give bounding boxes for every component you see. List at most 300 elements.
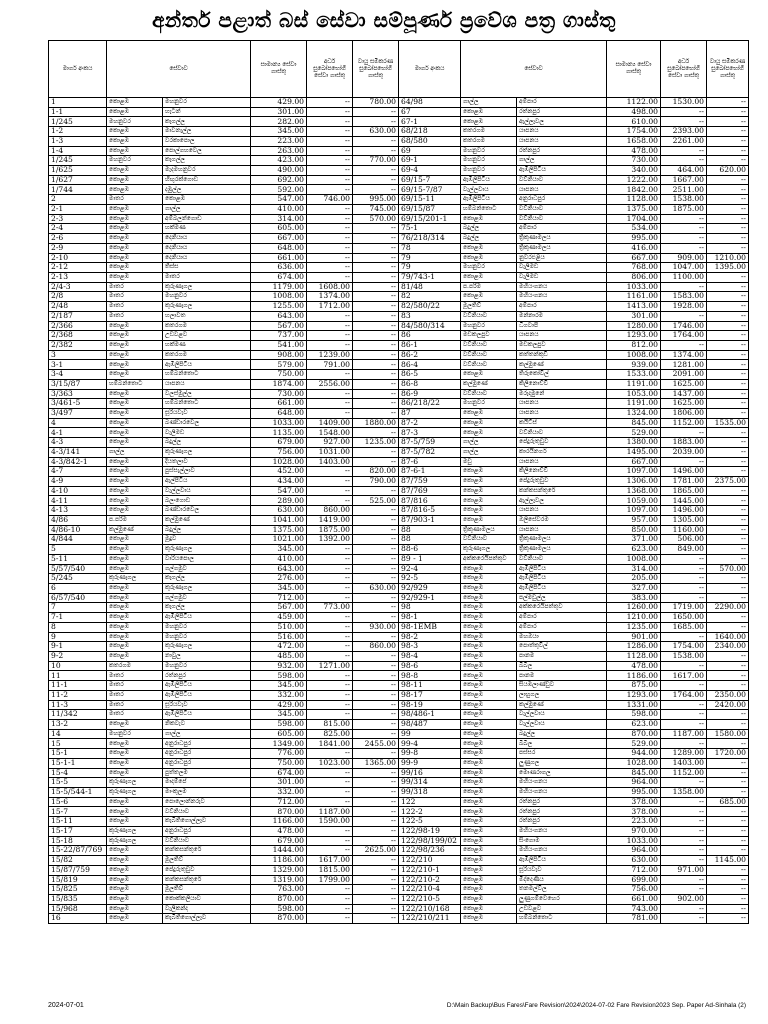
semi-luxury-fare-cell: -- <box>661 340 707 350</box>
normal-fare-cell: 756.00 <box>607 885 661 895</box>
ac-luxury-fare-cell: -- <box>707 321 749 331</box>
semi-luxury-fare-cell: 2039.00 <box>661 447 707 457</box>
semi-luxury-fare-cell: 1403.00 <box>661 758 707 768</box>
destination-cell: කුරුණෑගල <box>163 583 251 593</box>
route-no-cell: 122/210-1 <box>399 865 461 875</box>
table-row <box>49 263 399 273</box>
normal-fare-cell: 964.00 <box>607 846 661 856</box>
origin-cell: කොළඹ <box>461 826 517 836</box>
route-no-cell: 4/86-10 <box>49 525 107 535</box>
semi-luxury-fare-cell: -- <box>307 234 353 244</box>
route-no-cell: 122 <box>399 797 461 807</box>
ac-luxury-fare-cell: 2625.00 <box>353 846 399 856</box>
normal-fare-cell: 1008.00 <box>251 292 307 302</box>
ac-luxury-fare-cell: -- <box>353 700 399 710</box>
semi-luxury-fare-cell: 2261.00 <box>661 136 707 146</box>
normal-fare-cell: 1008.00 <box>607 350 661 360</box>
destination-cell: කැබිතිගොල්ලෑව <box>163 817 251 827</box>
ac-luxury-fare-cell: -- <box>707 311 749 321</box>
ac-luxury-fare-cell: 1640.00 <box>707 632 749 642</box>
normal-fare-cell: 1191.00 <box>607 379 661 389</box>
route-no-cell: 2/48 <box>49 302 107 312</box>
table-row <box>49 234 399 244</box>
origin-cell: මාතර <box>107 700 163 710</box>
route-no-cell: 4-3/141 <box>49 447 107 457</box>
route-no-cell: 87-5/782 <box>399 447 461 457</box>
semi-luxury-fare-cell: -- <box>307 477 353 487</box>
table-row <box>49 807 399 817</box>
destination-cell: සූරියවැව <box>163 700 251 710</box>
table-row <box>49 778 399 788</box>
table-row <box>49 409 399 419</box>
normal-fare-cell: 1186.00 <box>251 856 307 866</box>
semi-luxury-fare-cell: -- <box>661 554 707 564</box>
ac-luxury-fare-cell: -- <box>707 447 749 457</box>
table-row <box>49 574 399 584</box>
table-row <box>49 224 399 234</box>
normal-fare-cell: 1329.00 <box>251 865 307 875</box>
normal-fare-cell: 1368.00 <box>607 486 661 496</box>
route-no-cell: 2 <box>49 195 107 205</box>
normal-fare-cell: 661.00 <box>251 253 307 263</box>
semi-luxury-fare-cell: -- <box>661 914 707 924</box>
table-row <box>49 146 399 156</box>
normal-fare-cell: 661.00 <box>251 399 307 409</box>
table-row <box>49 642 399 652</box>
semi-luxury-fare-cell: 464.00 <box>661 166 707 176</box>
normal-fare-cell: 1306.00 <box>607 477 661 487</box>
semi-luxury-fare-cell: 1799.00 <box>307 875 353 885</box>
table-row <box>399 525 749 535</box>
origin-cell: කොළඹ <box>107 107 163 117</box>
ac-luxury-fare-cell: -- <box>707 389 749 399</box>
table-row <box>399 826 749 836</box>
ac-luxury-fare-cell: 2455.00 <box>353 739 399 749</box>
origin-cell: කොළඹ <box>107 739 163 749</box>
route-no-cell: 87/903-1 <box>399 515 461 525</box>
route-no-cell: 11 <box>49 671 107 681</box>
ac-luxury-fare-cell: -- <box>353 651 399 661</box>
normal-fare-cell: 763.00 <box>251 885 307 895</box>
route-no-cell: 2-13 <box>49 272 107 282</box>
destination-cell: පස්සර <box>517 749 607 759</box>
normal-fare-cell: 276.00 <box>251 574 307 584</box>
origin-cell: කොළඹ <box>107 146 163 156</box>
ac-luxury-fare-cell: 2420.00 <box>707 700 749 710</box>
origin-cell: කොළඹ <box>461 632 517 642</box>
normal-fare-cell: 434.00 <box>251 477 307 487</box>
semi-luxury-fare-cell: -- <box>307 574 353 584</box>
semi-luxury-fare-cell: 1530.00 <box>661 98 707 108</box>
destination-cell: යාපනය <box>163 379 251 389</box>
origin-cell: කොළඹ <box>107 166 163 176</box>
table-row <box>399 204 749 214</box>
destination-cell: කන්කසන්තුරේ <box>163 846 251 856</box>
destination-cell: ත්‍රිකුණාමලය <box>517 234 607 244</box>
route-no-cell: 15-17 <box>49 826 107 836</box>
normal-fare-cell: 674.00 <box>251 272 307 282</box>
header-route: සේවාව <box>107 41 251 98</box>
normal-fare-cell: 692.00 <box>251 175 307 185</box>
semi-luxury-fare-cell: -- <box>307 253 353 263</box>
route-no-cell: 13-2 <box>49 720 107 730</box>
origin-cell: කොළඹ <box>461 117 517 127</box>
semi-luxury-fare-cell: 1650.00 <box>661 613 707 623</box>
origin-cell: කොළඹ <box>107 127 163 137</box>
route-no-cell: 1/625 <box>49 166 107 176</box>
table-row <box>49 535 399 545</box>
destination-cell: මහියංගනය <box>517 778 607 788</box>
ac-luxury-fare-cell: -- <box>353 321 399 331</box>
origin-cell: කොළඹ <box>107 720 163 730</box>
semi-luxury-fare-cell: 1781.00 <box>661 477 707 487</box>
destination-cell: අම්පාර <box>517 613 607 623</box>
semi-luxury-fare-cell: -- <box>661 817 707 827</box>
table-row <box>399 807 749 817</box>
ac-luxury-fare-cell: -- <box>353 554 399 564</box>
destination-cell: පොලොන්නරුව <box>163 797 251 807</box>
origin-cell: කොළඹ <box>461 370 517 380</box>
normal-fare-cell: 301.00 <box>251 107 307 117</box>
ac-luxury-fare-cell: -- <box>353 720 399 730</box>
normal-fare-cell: 345.00 <box>251 710 307 720</box>
semi-luxury-fare-cell: 1719.00 <box>661 603 707 613</box>
table-row <box>49 739 399 749</box>
destination-cell: සිංගොම <box>517 836 607 846</box>
semi-luxury-fare-cell: 1928.00 <box>661 302 707 312</box>
table-row <box>49 710 399 720</box>
semi-luxury-fare-cell: 1841.00 <box>307 739 353 749</box>
origin-cell: කොළඹ <box>107 535 163 545</box>
normal-fare-cell: 667.00 <box>251 234 307 244</box>
table-row <box>399 146 749 156</box>
route-no-cell: 87-6-1 <box>399 467 461 477</box>
route-no-cell: 98-17 <box>399 690 461 700</box>
route-no-cell: 87 <box>399 409 461 419</box>
semi-luxury-fare-cell: -- <box>661 311 707 321</box>
semi-luxury-fare-cell: -- <box>661 593 707 603</box>
normal-fare-cell: 1324.00 <box>607 409 661 419</box>
table-row <box>49 817 399 827</box>
ac-luxury-fare-cell: -- <box>707 98 749 108</box>
normal-fare-cell: 768.00 <box>607 263 661 273</box>
normal-fare-cell: 1128.00 <box>607 651 661 661</box>
route-no-cell: 4-10 <box>49 486 107 496</box>
origin-cell: වව්නියාව <box>461 311 517 321</box>
table-row <box>49 370 399 380</box>
destination-cell: මූදුව <box>163 535 251 545</box>
origin-cell: කොළඹ <box>461 788 517 798</box>
table-row <box>399 360 749 370</box>
ac-luxury-fare-cell: -- <box>707 846 749 856</box>
ac-luxury-fare-cell: -- <box>353 263 399 273</box>
destination-cell: යාපනය <box>517 409 607 419</box>
route-no-cell: 16 <box>49 914 107 924</box>
table-row <box>49 797 399 807</box>
normal-fare-cell: 623.00 <box>607 545 661 555</box>
ac-luxury-fare-cell: 820.00 <box>353 467 399 477</box>
normal-fare-cell: 1874.00 <box>251 379 307 389</box>
destination-cell: මහියංගනය <box>517 788 607 798</box>
route-no-cell: 122/210-5 <box>399 894 461 904</box>
route-no-cell: 86-5 <box>399 370 461 380</box>
normal-fare-cell: 870.00 <box>251 894 307 904</box>
origin-cell: කොළඹ <box>107 399 163 409</box>
table-row <box>49 389 399 399</box>
route-no-cell: 78 <box>399 243 461 253</box>
semi-luxury-fare-cell: 1374.00 <box>307 292 353 302</box>
ac-luxury-fare-cell: -- <box>353 136 399 146</box>
ac-luxury-fare-cell: 770.00 <box>353 156 399 166</box>
ac-luxury-fare-cell: -- <box>707 486 749 496</box>
destination-cell: වැලිකන්ද <box>163 904 251 914</box>
table-row <box>399 292 749 302</box>
normal-fare-cell: 1444.00 <box>251 846 307 856</box>
destination-cell: කෑගල්ල <box>163 117 251 127</box>
ac-luxury-fare-cell: 1210.00 <box>707 253 749 263</box>
normal-fare-cell: 598.00 <box>607 710 661 720</box>
destination-cell: කුරුණෑගල <box>163 642 251 652</box>
origin-cell: මහනුවර <box>107 729 163 739</box>
destination-cell: ලුණුගම්වෙහෙර <box>517 894 607 904</box>
semi-luxury-fare-cell: -- <box>307 389 353 399</box>
origin-cell: ප.පරිම <box>461 282 517 292</box>
table-row <box>49 515 399 525</box>
ac-luxury-fare-cell: -- <box>707 739 749 749</box>
ac-luxury-fare-cell: -- <box>707 340 749 350</box>
route-no-cell: 99-4 <box>399 739 461 749</box>
destination-cell: වැලිමඩ <box>163 428 251 438</box>
origin-cell: කොළඹ <box>107 370 163 380</box>
destination-cell: බලංගොඩ <box>163 496 251 506</box>
destination-cell: ත්‍රිකුණාමලය <box>517 243 607 253</box>
semi-luxury-fare-cell: -- <box>661 224 707 234</box>
normal-fare-cell: 845.00 <box>607 418 661 428</box>
destination-cell: යාපනය <box>517 525 607 535</box>
destination-cell: ගල්ගමුව <box>163 564 251 574</box>
destination-cell: තනමල්විල <box>517 885 607 895</box>
route-no-cell: 7-1 <box>49 613 107 623</box>
semi-luxury-fare-cell: -- <box>661 574 707 584</box>
semi-luxury-fare-cell: 1667.00 <box>661 175 707 185</box>
ac-luxury-fare-cell: -- <box>353 807 399 817</box>
destination-cell: වාරියපොල <box>163 554 251 564</box>
destination-cell: මූලතිව් <box>163 856 251 866</box>
origin-cell: කොළඹ <box>461 428 517 438</box>
semi-luxury-fare-cell: -- <box>661 885 707 895</box>
route-no-cell: 87-2 <box>399 418 461 428</box>
table-body <box>49 98 399 924</box>
semi-luxury-fare-cell: 1281.00 <box>661 360 707 370</box>
table-row <box>49 360 399 370</box>
ac-luxury-fare-cell: -- <box>353 545 399 555</box>
origin-cell: කොළඹ <box>461 681 517 691</box>
ac-luxury-fare-cell: -- <box>353 379 399 389</box>
route-no-cell: 3 <box>49 350 107 360</box>
route-no-cell: 86-1 <box>399 340 461 350</box>
route-no-cell: 1-4 <box>49 146 107 156</box>
origin-cell: කොළඹ <box>107 214 163 224</box>
route-no-cell: 122/210-2 <box>399 875 461 885</box>
destination-cell: උඩවළව <box>163 331 251 341</box>
origin-cell: කොළඹ <box>461 409 517 419</box>
route-no-cell: 68/580 <box>399 136 461 146</box>
ac-luxury-fare-cell: -- <box>353 224 399 234</box>
ac-luxury-fare-cell: -- <box>353 525 399 535</box>
ac-luxury-fare-cell: 2375.00 <box>707 477 749 487</box>
table-row <box>399 904 749 914</box>
destination-cell: මූලතිව් <box>163 885 251 895</box>
destination-cell: අම්බලන්ගොඩ <box>163 214 251 224</box>
ac-luxury-fare-cell: 630.00 <box>353 583 399 593</box>
origin-cell: මාතර <box>107 292 163 302</box>
table-row <box>399 856 749 866</box>
route-no-cell: 122/210/168 <box>399 904 461 914</box>
route-no-cell: 8 <box>49 622 107 632</box>
origin-cell: කොළඹ <box>107 224 163 234</box>
route-no-cell: 15/968 <box>49 904 107 914</box>
semi-luxury-fare-cell: -- <box>661 807 707 817</box>
semi-luxury-fare-cell: -- <box>661 428 707 438</box>
origin-cell: කල්මුණේ <box>107 525 163 535</box>
normal-fare-cell: 1053.00 <box>607 389 661 399</box>
normal-fare-cell: 541.00 <box>251 340 307 350</box>
normal-fare-cell: 516.00 <box>251 632 307 642</box>
route-no-cell: 98-4 <box>399 651 461 661</box>
ac-luxury-fare-cell: -- <box>707 545 749 555</box>
origin-cell: මාතර <box>107 195 163 205</box>
origin-cell: කොළඹ <box>461 292 517 302</box>
route-no-cell: 5/57/540 <box>49 564 107 574</box>
normal-fare-cell: 416.00 <box>607 243 661 253</box>
origin-cell: කොළඹ <box>461 807 517 817</box>
ac-luxury-fare-cell: 620.00 <box>707 166 749 176</box>
destination-cell: උඩවළව <box>517 904 607 914</box>
ac-luxury-fare-cell: -- <box>353 817 399 827</box>
destination-cell: මහනුවර <box>163 632 251 642</box>
destination-cell: කයිට්ස් <box>517 418 607 428</box>
table-row <box>399 865 749 875</box>
normal-fare-cell: 598.00 <box>251 671 307 681</box>
semi-luxury-fare-cell: -- <box>307 204 353 214</box>
destination-cell: රත්නපුර <box>163 671 251 681</box>
destination-cell: මහනුවර <box>163 661 251 671</box>
table-row <box>49 545 399 555</box>
semi-luxury-fare-cell: 927.00 <box>307 438 353 448</box>
ac-luxury-fare-cell: -- <box>707 593 749 603</box>
ac-luxury-fare-cell: -- <box>353 632 399 642</box>
origin-cell: කොළඹ <box>107 593 163 603</box>
route-no-cell: 15-22/87/769 <box>49 846 107 856</box>
semi-luxury-fare-cell: -- <box>307 486 353 496</box>
origin-cell: කොළඹ <box>107 768 163 778</box>
table-row <box>49 690 399 700</box>
origin-cell: කොළඹ <box>461 729 517 739</box>
origin-cell: කොළඹ <box>107 865 163 875</box>
table-row <box>49 525 399 535</box>
destination-cell: අනුරාධපුර <box>517 195 607 205</box>
origin-cell: ඇඹිලිපිටිය <box>461 195 517 205</box>
origin-cell: කතරගම <box>461 127 517 137</box>
semi-luxury-fare-cell: -- <box>307 642 353 652</box>
table-row <box>399 477 749 487</box>
destination-cell: රත්නපුර <box>517 146 607 156</box>
ac-luxury-fare-cell: -- <box>353 447 399 457</box>
route-no-cell: 98-1EMB <box>399 622 461 632</box>
semi-luxury-fare-cell: 815.00 <box>307 720 353 730</box>
semi-luxury-fare-cell: -- <box>661 681 707 691</box>
route-no-cell: 79 <box>399 253 461 263</box>
ac-luxury-fare-cell: -- <box>353 574 399 584</box>
origin-cell: ගාල්ල <box>461 98 517 108</box>
ac-luxury-fare-cell: -- <box>353 681 399 691</box>
destination-cell: ඔලිසේවරම <box>517 515 607 525</box>
route-no-cell: 1/245 <box>49 156 107 166</box>
normal-fare-cell: 378.00 <box>607 797 661 807</box>
destination-cell: මහනුවර <box>163 98 251 108</box>
table-row <box>399 564 749 574</box>
route-no-cell: 99 <box>399 729 461 739</box>
semi-luxury-fare-cell: -- <box>307 214 353 224</box>
normal-fare-cell: 340.00 <box>607 166 661 176</box>
table-row <box>399 302 749 312</box>
ac-luxury-fare-cell: -- <box>353 117 399 127</box>
table-row <box>49 195 399 205</box>
table-header-row <box>49 41 399 98</box>
destination-cell: වව්නියාව <box>163 836 251 846</box>
ac-luxury-fare-cell: 995.00 <box>353 195 399 205</box>
ac-luxury-fare-cell: -- <box>707 185 749 195</box>
destination-cell: දියතලාව <box>163 457 251 467</box>
destination-cell: නාවුල <box>163 651 251 661</box>
origin-cell: කොළඹ <box>461 836 517 846</box>
route-no-cell: 67-1 <box>399 117 461 127</box>
semi-luxury-fare-cell: 506.00 <box>661 535 707 545</box>
origin-cell: කොළඹ <box>461 622 517 632</box>
origin-cell: කොළඹ <box>461 661 517 671</box>
ac-luxury-fare-cell: -- <box>353 690 399 700</box>
table-row <box>399 506 749 516</box>
semi-luxury-fare-cell: 1590.00 <box>307 817 353 827</box>
route-no-cell: 3/461-5 <box>49 399 107 409</box>
ac-luxury-fare-cell: -- <box>707 525 749 535</box>
ac-luxury-fare-cell: -- <box>707 817 749 827</box>
table-row <box>399 875 749 885</box>
ac-luxury-fare-cell: -- <box>353 272 399 282</box>
semi-luxury-fare-cell: 1023.00 <box>307 758 353 768</box>
route-no-cell: 15-4 <box>49 768 107 778</box>
normal-fare-cell: 1008.00 <box>607 554 661 564</box>
normal-fare-cell: 1658.00 <box>607 136 661 146</box>
destination-cell: ධිගවාපි <box>517 321 607 331</box>
destination-cell: හක්මණ <box>163 224 251 234</box>
semi-luxury-fare-cell: 1187.00 <box>661 729 707 739</box>
destination-cell: අම්පාර <box>517 98 607 108</box>
normal-fare-cell: 478.00 <box>607 146 661 156</box>
origin-cell: කොළඹ <box>107 438 163 448</box>
ac-luxury-fare-cell: 570.00 <box>707 564 749 574</box>
origin-cell: මහනුවර <box>461 166 517 176</box>
route-no-cell: 2-12 <box>49 263 107 273</box>
semi-luxury-fare-cell: 1754.00 <box>661 642 707 652</box>
ac-luxury-fare-cell: -- <box>707 496 749 506</box>
semi-luxury-fare-cell: -- <box>307 545 353 555</box>
origin-cell: කොළඹ <box>107 263 163 273</box>
normal-fare-cell: 776.00 <box>251 749 307 759</box>
origin-cell: මාතර <box>107 681 163 691</box>
route-no-cell: 3/497 <box>49 409 107 419</box>
route-no-cell: 99/314 <box>399 778 461 788</box>
